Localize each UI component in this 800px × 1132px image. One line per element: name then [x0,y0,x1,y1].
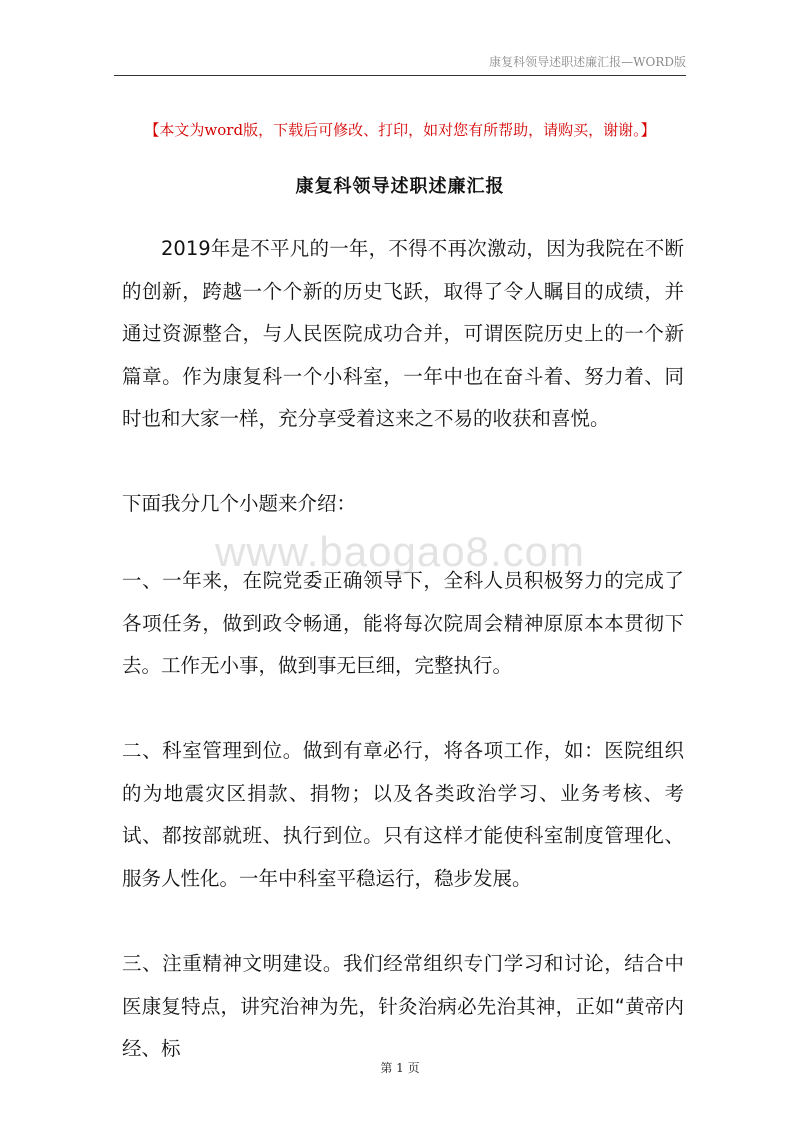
paragraph-section-3: 三、注重精神文明建设。我们经常组织专门学习和讨论，结合中医康复特点，讲究治神为先，针灸治病必先治其神，正如“黄帝内经、标 [122,952,684,1060]
watermark: www.baogao8.com [215,528,585,575]
document-title: 康复科领导述职述廉汇报 [295,176,505,197]
header-divider [114,75,686,76]
paragraph-section-1: 一、一年来，在院党委正确领导下，全科人员积极努力的完成了各项任务，做到政令畅通，能将每次院周会精神原原本本贯彻下去。工作无小事，做到事无巨细，完整执行。 [122,569,684,677]
paragraph-section-2: 二、科室管理到位。做到有章必行，将各项工作，如：医院组织的为地震灾区捐款、捐物；以及各类政治学习、业务考核、考试、都按部就班、执行到位。只有这样才能使科室制度管理化、服务人性化。一年中科室平稳运行，稳步发展。 [122,739,684,890]
running-header: 康复科领导述职述廉汇报—WORD版 [489,55,686,69]
purchase-notice: 【本文为word版，下载后可修改、打印，如对您有所帮助，请购买，谢谢。】 [144,121,656,139]
page-number: 第 1 页 [380,1061,420,1075]
paragraph-intro: 2019年是不平凡的一年，不得不再次激动，因为我院在不断的创新，跨越一个个新的历史飞跃，取得了令人瞩目的成绩，并通过资源整合，与人民医院成功合并，可谓医院历史上的一个新篇章。作为康复科一个小科室，一年中也在奋斗着、努力着、同时也和大家一样，充分享受着这来之不易的收获和喜悦。 [122,237,684,430]
paragraph-overview: 下面我分几个小题来介绍： [122,492,357,515]
